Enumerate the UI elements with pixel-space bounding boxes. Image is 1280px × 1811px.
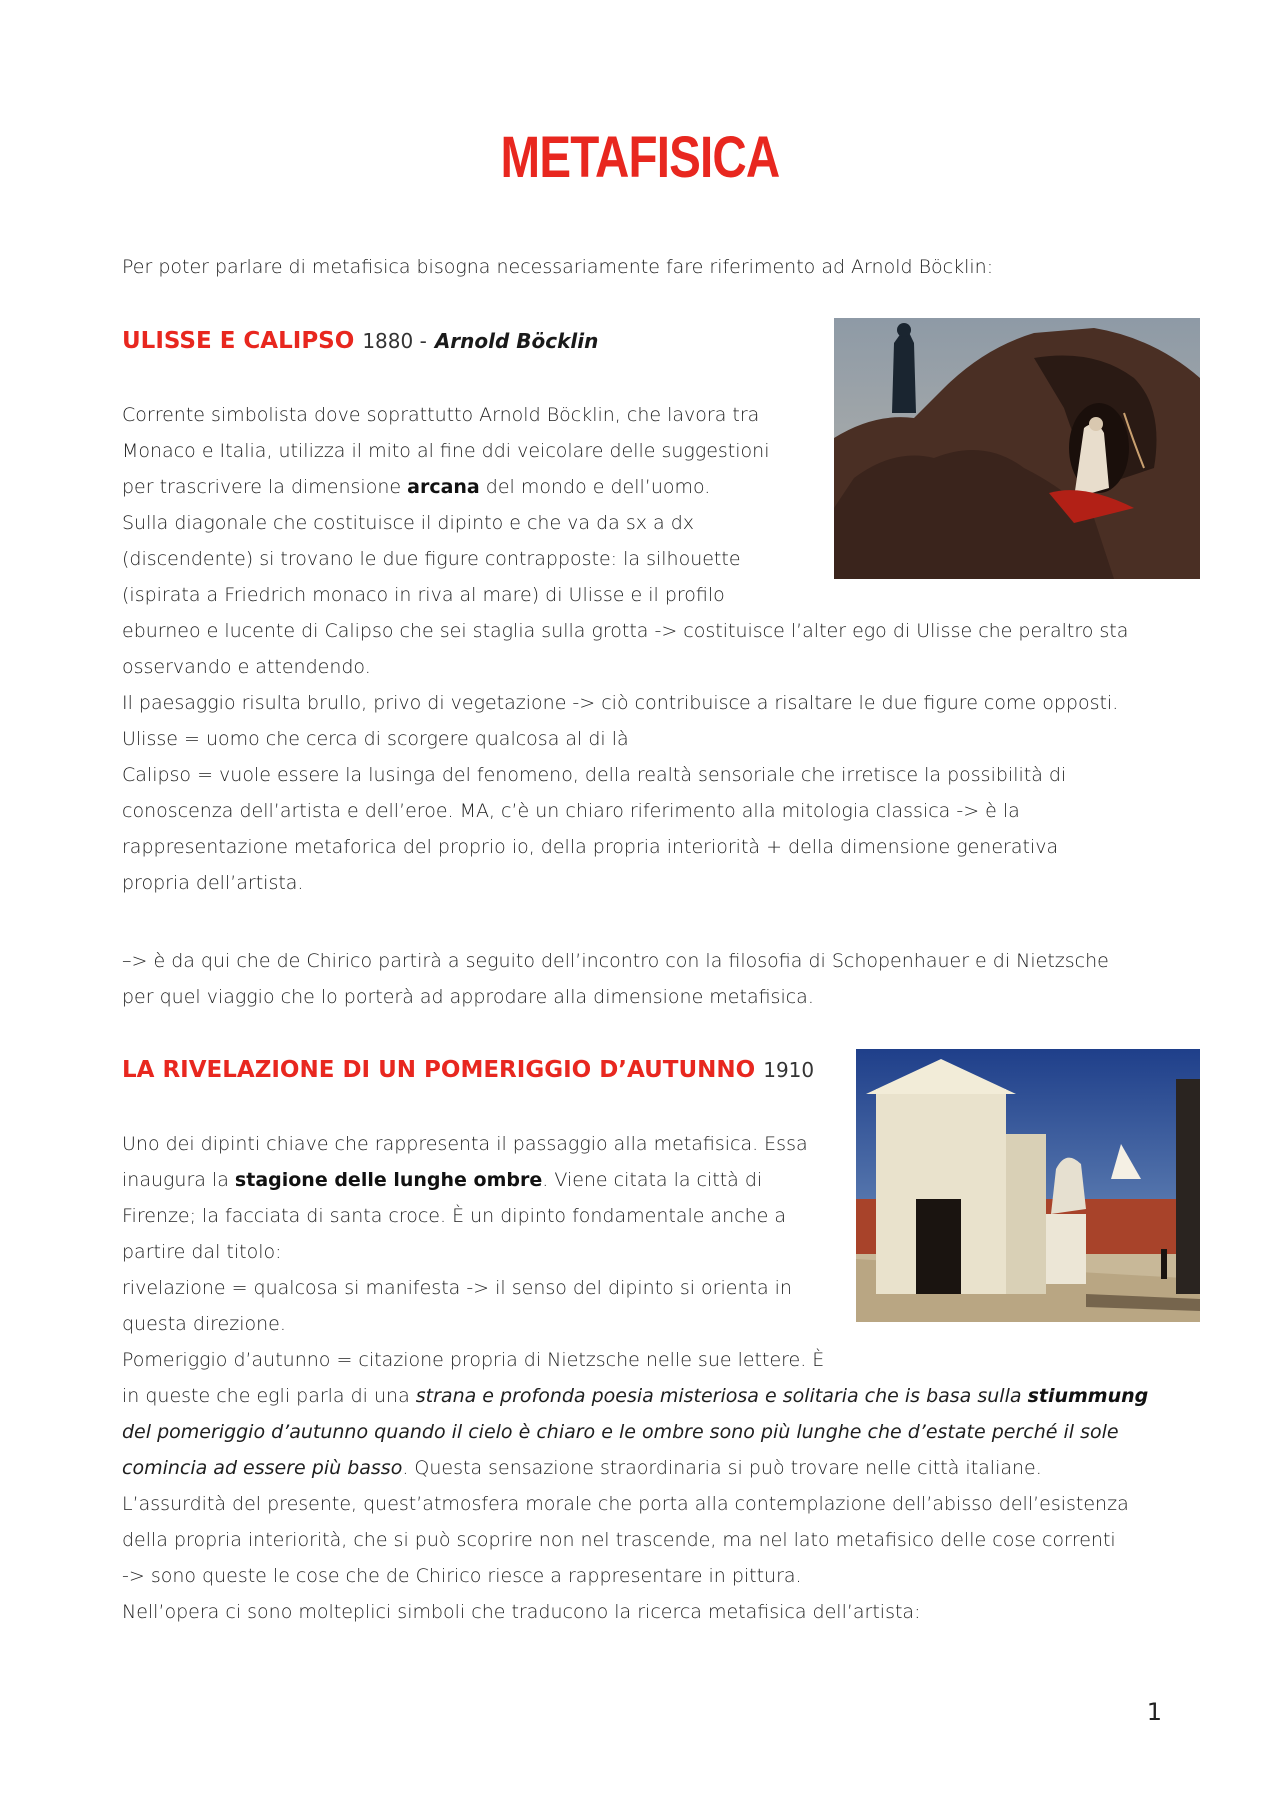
intro-paragraph: Per poter parlare di metafisica bisogna necessariamente fare riferimento ad Arnold Böcklin:: [122, 256, 994, 278]
paragraph-line: [122, 1162, 762, 1198]
paragraph-line: [122, 1378, 1148, 1414]
paragraph-line: propria dell’artista.: [122, 872, 304, 894]
paragraph-line: (discendente) si trovano le due figure contrapposte: la silhouette: [122, 548, 741, 570]
section-title: ULISSE E CALIPSO: [122, 328, 355, 354]
section-year: 1880 -: [362, 329, 427, 353]
section-title: LA RIVELAZIONE DI UN POMERIGGIO D’AUTUNNO: [122, 1057, 756, 1083]
italic-quote: comincia ad essere più basso: [122, 1457, 403, 1479]
paragraph-line: (ispirata a Friedrich monaco in riva al mare) di Ulisse e il profilo: [122, 584, 725, 606]
text-span: in queste che egli parla di una: [122, 1385, 410, 1407]
paragraph-line: -> sono queste le cose che de Chirico riesce a rappresentare in pittura.: [122, 1565, 802, 1587]
italic-quote: del pomeriggio d’autunno quando il cielo è chiaro e le ombre sono più lunghe che d’estate perché il sole: [122, 1421, 1119, 1443]
paragraph-line: [122, 1414, 1119, 1450]
section-year: 1910: [763, 1058, 815, 1082]
paragraph-line: per quel viaggio che lo porterà ad approdare alla dimensione metafisica.: [122, 986, 814, 1008]
paragraph-line: rivelazione = qualcosa si manifesta -> il senso del dipinto si orienta in: [122, 1277, 792, 1299]
paragraph-line: L’assurdità del presente, quest’atmosfera morale che porta alla contemplazione dell’abisso dell’esistenza: [122, 1493, 1129, 1515]
section-heading-rivelazione: [122, 1052, 814, 1088]
section-heading-ulisse: [122, 323, 598, 359]
section-author: Arnold Böcklin: [434, 329, 599, 353]
paragraph-line: Ulisse = uomo che cerca di scorgere qualcosa al di là: [122, 728, 629, 750]
page-number: 1: [1146, 1698, 1162, 1726]
paragraph-line: [122, 1450, 1042, 1486]
paragraph-line: Uno dei dipinti chiave che rappresenta il passaggio alla metafisica. Essa: [122, 1133, 808, 1155]
paragraph-line: Corrente simbolista dove soprattutto Arnold Böcklin, che lavora tra: [122, 404, 760, 426]
italic-quote: strana e profonda poesia misteriosa e solitaria che is basa sulla: [415, 1385, 1022, 1407]
paragraph-line: [122, 469, 710, 505]
painting-rivelazione-pomeriggio-autunno: [856, 1049, 1200, 1322]
text-span: del mondo e dell’uomo.: [485, 476, 711, 498]
paragraph-line: Pomeriggio d’autunno = citazione propria di Nietzsche nelle sue lettere. È: [122, 1349, 825, 1371]
text-span: . Questa sensazione straordinaria si può trovare nelle città italiane.: [402, 1457, 1042, 1479]
paragraph-line: –> è da qui che de Chirico partirà a seguito dell’incontro con la filosofia di Schopenhauer e di Nietzsche: [122, 950, 1109, 972]
text-span: inaugura la: [122, 1169, 229, 1191]
paragraph-line: eburneo e lucente di Calipso che sei staglia sulla grotta -> costituisce l’alter ego di Ulisse che peraltro sta: [122, 620, 1129, 642]
painting-ulisse-e-calipso: [834, 318, 1200, 579]
text-span: . Viene citata la città di: [542, 1169, 763, 1191]
paragraph-line: Monaco e Italia, utilizza il mito al fine ddi veicolare delle suggestioni: [122, 440, 770, 462]
paragraph-line: questa direzione.: [122, 1313, 286, 1335]
paragraph-line: conoscenza dell’artista e dell’eroe. MA, c’è un chiaro riferimento alla mitologia classica -> è la: [122, 800, 1020, 822]
paragraph-line: rappresentazione metaforica del proprio io, della propria interiorità + della dimensione generativa: [122, 836, 1059, 858]
paragraph-line: osservando e attendendo.: [122, 656, 371, 678]
paragraph-line: Calipso = vuole essere la lusinga del fenomeno, della realtà sensoriale che irretisce la possibilità di: [122, 764, 1067, 786]
text-span: per trascrivere la dimensione: [122, 476, 402, 498]
page-title: METAFISICA: [500, 125, 780, 190]
paragraph-line: Nell’opera ci sono molteplici simboli che traducono la ricerca metafisica dell’artista:: [122, 1601, 921, 1623]
keyword-stiummung: stiummung: [1027, 1385, 1149, 1407]
keyword-arcana: arcana: [407, 476, 480, 498]
keyword-stagione-lunghe-ombre: stagione delle lunghe ombre: [234, 1169, 543, 1191]
paragraph-line: Sulla diagonale che costituisce il dipinto e che va da sx a dx: [122, 512, 695, 534]
paragraph-line: partire dal titolo:: [122, 1241, 282, 1263]
paragraph-line: Il paesaggio risulta brullo, privo di vegetazione -> ciò contribuisce a risaltare le due figure come opposti.: [122, 692, 1119, 714]
paragraph-line: Firenze; la facciata di santa croce. È un dipinto fondamentale anche a: [122, 1205, 787, 1227]
paragraph-line: della propria interiorità, che si può scoprire non nel trascende, ma nel lato metafisico delle cose correnti: [122, 1529, 1116, 1551]
